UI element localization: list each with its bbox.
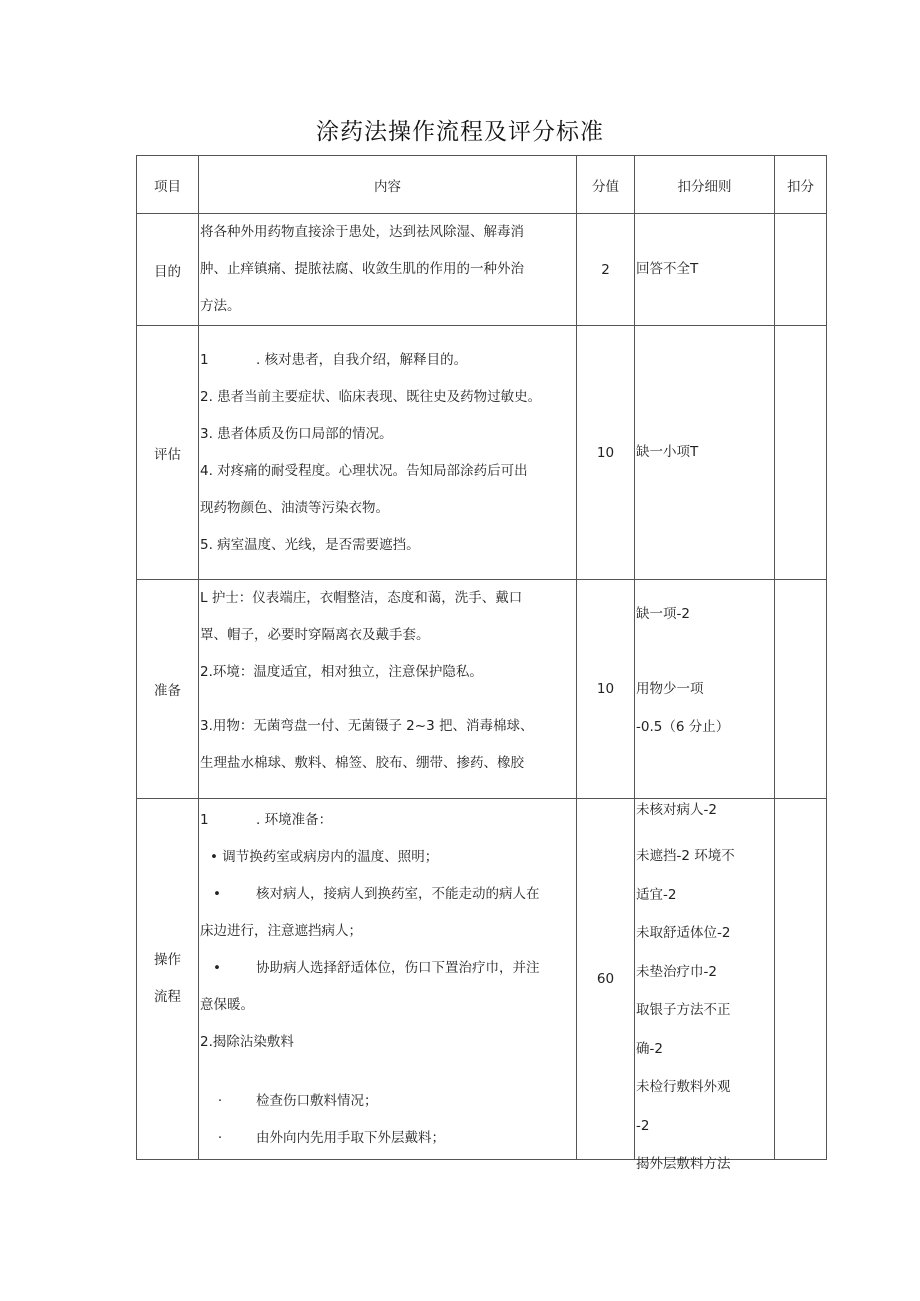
row-deduction [775, 214, 827, 326]
deduction-rule-line: 未核对病人-2 [636, 802, 717, 818]
bullet-icon: • [213, 886, 221, 902]
bullet-icon: · [217, 1093, 223, 1109]
deduction-rule-line: 适宜-2 [636, 886, 677, 903]
content-line: 生理盐水棉球、敷料、棉签、胶布、绷带、掺药、橡胶 [200, 755, 524, 771]
row-content [199, 580, 577, 799]
header-content: 内容 [199, 156, 577, 214]
content-line: • 调节换药室或病房内的温度、照明； [210, 849, 439, 865]
row-item: 准备 [137, 580, 199, 799]
row-content [199, 214, 577, 326]
bullet-icon: • [213, 960, 221, 976]
row-deduction [775, 580, 827, 799]
deduction-rule-line: 缺一项-2 [636, 606, 690, 622]
content-line: L 护士：仪表端庄，衣帽整洁，态度和蔼，洗手、戴口 [200, 590, 523, 606]
table-row [137, 580, 827, 799]
row-item-line: 操作 [154, 952, 181, 968]
content-line [200, 1083, 576, 1120]
deduction-rule-line: 未垫治疗巾-2 [636, 963, 717, 980]
row-score: 10 [577, 326, 635, 580]
content-line: 3. 患者体质及伤口局部的情况。 [200, 425, 393, 442]
row-deduction-rules [635, 799, 775, 1172]
row-score: 2 [577, 214, 635, 326]
page-title: 涂药法操作流程及评分标准 [316, 119, 604, 145]
content-line [200, 1120, 576, 1157]
row-item: 评估 [137, 326, 199, 580]
deduction-rule-line: 确-2 [636, 1040, 663, 1057]
content-line-text: 由外向内先用手取下外层戴料； [256, 1130, 445, 1146]
row-score: 60 [577, 799, 635, 1160]
table-header-row [137, 156, 827, 214]
row-deduction-rules [635, 580, 775, 799]
content-line-number: 1 [200, 351, 209, 368]
content-line: 4. 对疼痛的耐受程度。心理状况。告知局部涂药后可出 [200, 462, 528, 479]
deduction-rule-line: 揭外层敷料方法 [636, 1156, 731, 1172]
content-line: 2.环境：温度适宜，相对独立，注意保护隐私。 [200, 664, 483, 680]
deduction-rule-line: 未检行敷料外观 [636, 1079, 731, 1095]
bullet-icon: · [217, 1130, 223, 1146]
content-line-text: 检查伤口敷料情况； [256, 1093, 378, 1109]
table-row [137, 799, 827, 1160]
row-deduction [775, 799, 827, 1160]
content-line [200, 342, 576, 379]
content-line: 床边进行，注意遮挡病人； [200, 923, 362, 939]
content-line-text: . 核对患者，自我介绍，解释目的。 [256, 351, 468, 368]
row-deduction-rules [635, 326, 775, 580]
row-item [137, 799, 199, 1160]
row-content [199, 799, 577, 1160]
deduction-rule-line: 未遮挡-2 环境不 [636, 848, 735, 864]
row-score: 10 [577, 580, 635, 799]
deduction-rule-line: -0.5（6 分止） [636, 719, 730, 735]
content-line: 5. 病室温度、光线，是否需要遮挡。 [200, 536, 420, 553]
deduction-rule-line: -2 [636, 1117, 650, 1134]
table-row [137, 326, 827, 580]
content-line-text: . 环境准备： [256, 812, 333, 828]
content-line-text: 协助病人选择舒适体位，伤口下置治疗巾，并注 [256, 960, 540, 976]
content-line: 3.用物：无菌弯盘一付、无菌镊子 2~3 把、消毒棉球、 [200, 718, 534, 734]
content-line [200, 876, 576, 913]
deduction-rule-line: 用物少一项 [636, 680, 704, 697]
content-line: 方法。 [200, 298, 241, 314]
content-line: 罩、帽子，必要时穿隔离衣及戴手套。 [200, 627, 430, 643]
content-line: 现药物颜色、油渍等污染衣物。 [200, 499, 389, 516]
content-line: 意保暖。 [200, 997, 254, 1013]
row-deduction-rules [635, 214, 775, 326]
row-item-line: 流程 [154, 989, 181, 1005]
deduction-rule-line: 缺一小项T [636, 444, 699, 461]
content-line: 将各种外用药物直接涂于患处，达到祛风除湿、解毒消 [200, 224, 524, 240]
scoring-table [136, 155, 827, 1172]
deduction-rule-line: 取银子方法不正 [636, 1002, 731, 1018]
table-row [137, 214, 827, 326]
content-line [200, 802, 576, 839]
deduction-rule-line: 未取舒适体位-2 [636, 925, 731, 941]
header-item: 项目 [137, 156, 199, 214]
content-line: 2. 患者当前主要症状、临床表现、既往史及药物过敏史。 [200, 388, 542, 405]
header-deduction: 扣分 [775, 156, 827, 214]
deduction-rule-line: 回答不全T [636, 261, 699, 278]
content-line-text: 核对病人，接病人到换药室，不能走动的病人在 [256, 886, 540, 902]
row-content [199, 326, 577, 580]
content-line: 肿、止痒镇痛、提脓祛腐、收敛生肌的作用的一种外治 [200, 261, 524, 277]
content-line-number: 1 [200, 812, 209, 828]
row-item: 目的 [137, 214, 199, 326]
header-deduction-rules: 扣分细则 [635, 156, 775, 214]
content-line [200, 950, 576, 987]
row-deduction [775, 326, 827, 580]
content-line: 2.揭除沾染敷料 [200, 1034, 294, 1050]
header-score: 分值 [577, 156, 635, 214]
